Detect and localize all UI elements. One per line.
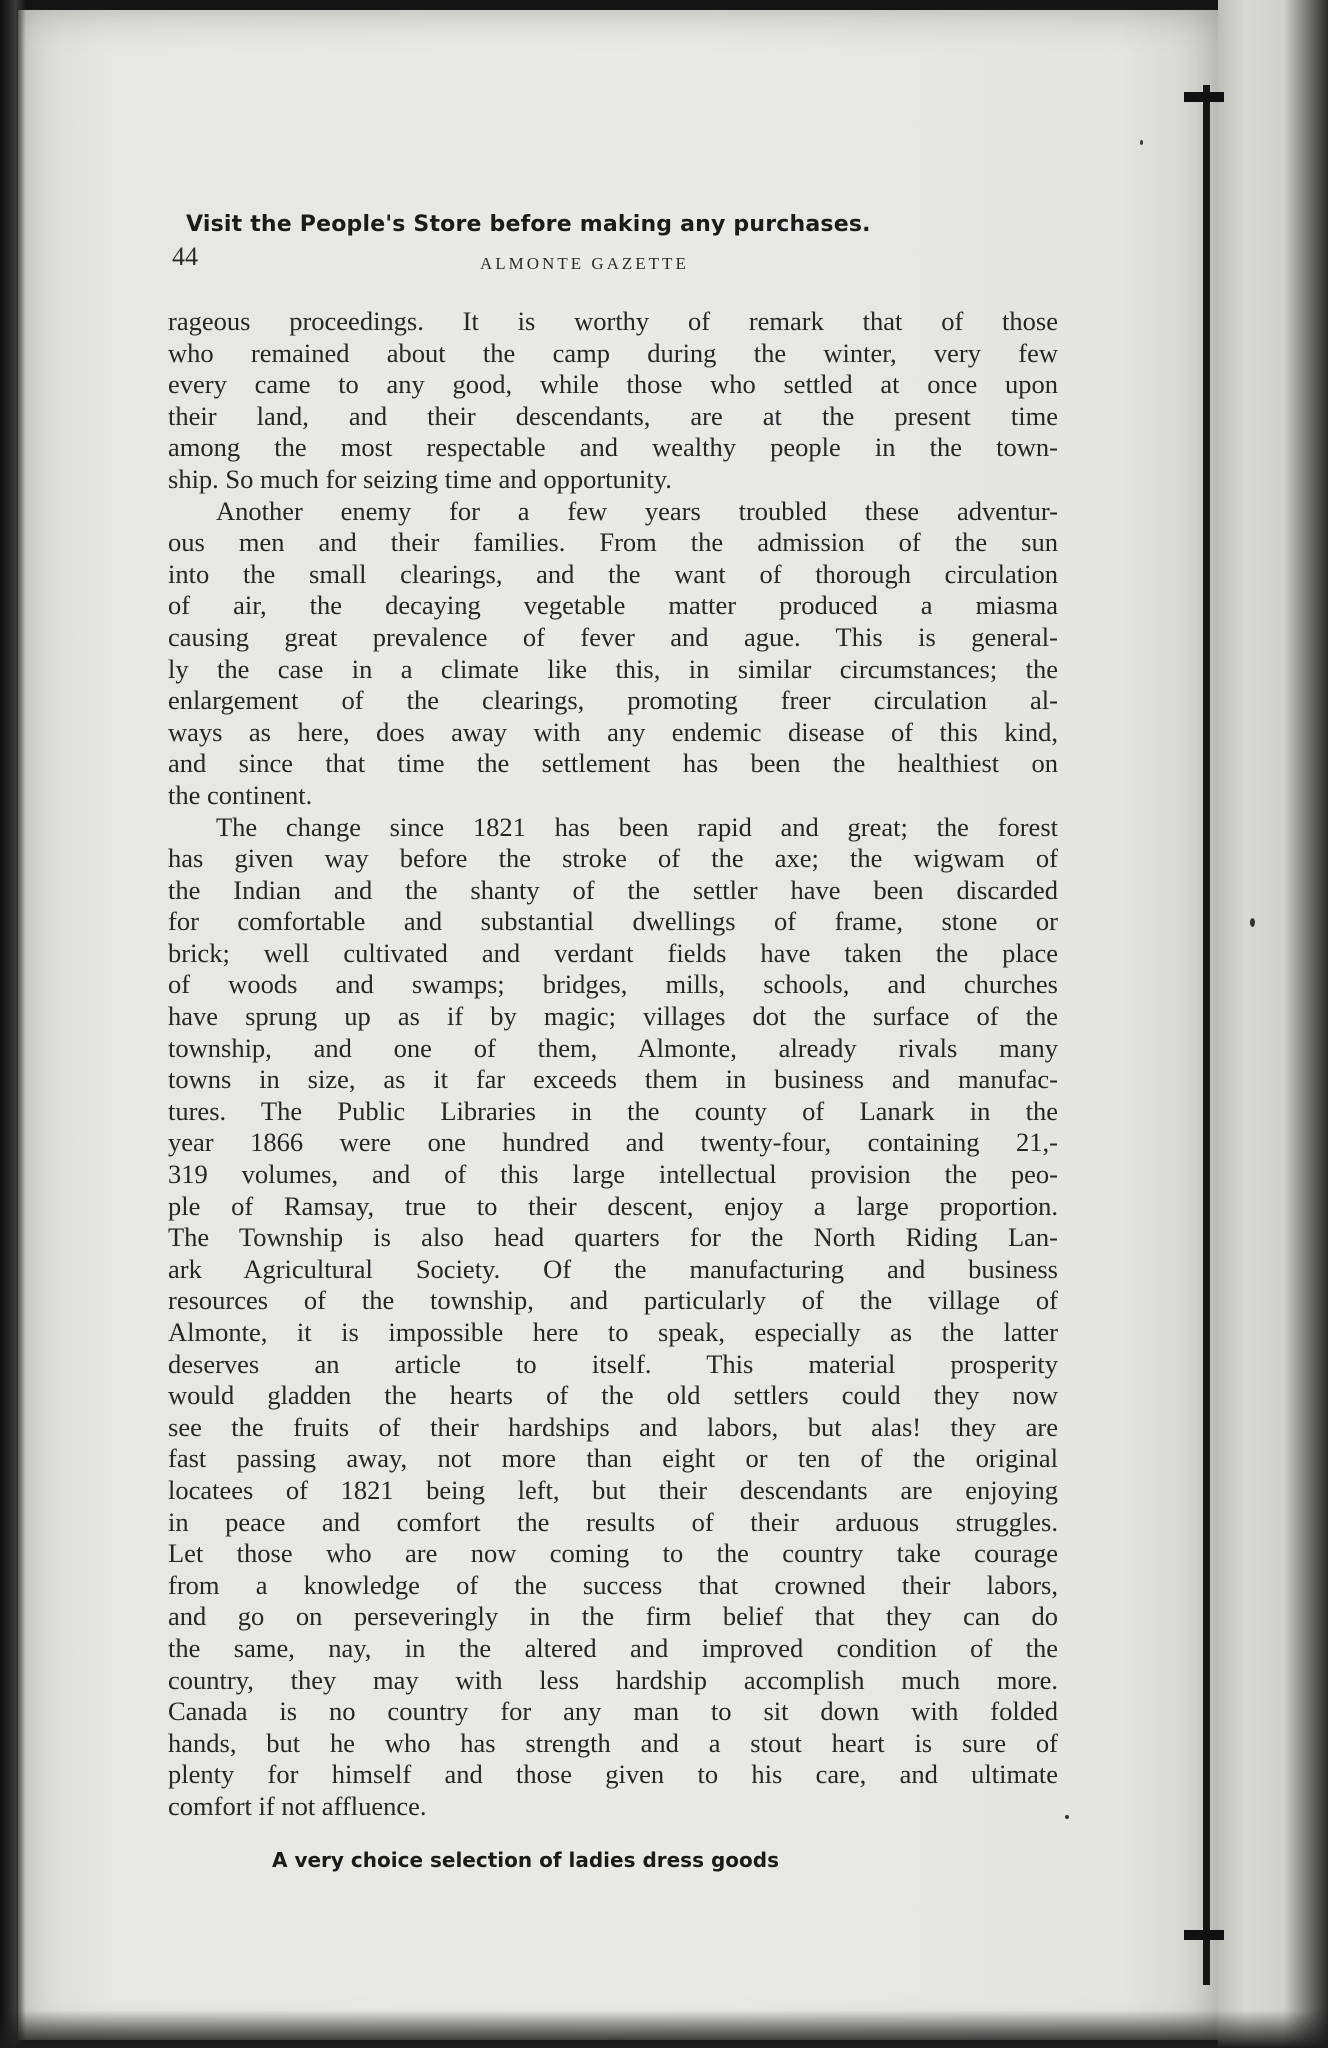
text-line: country, they may with less hardship accomplish much more. xyxy=(168,1664,1058,1695)
text-line: ship. So much for seizing time and opportunity. xyxy=(168,463,672,494)
text-line: who remained about the camp during the winter, very few xyxy=(168,337,1058,368)
ink-speck xyxy=(1065,1815,1069,1819)
page-number: 44 xyxy=(172,242,198,271)
text-line: their land, and their descendants, are at the present time xyxy=(168,400,1058,431)
text-line: ly the case in a climate like this, in similar circumstances; the xyxy=(168,653,1058,684)
left-edge-shadow xyxy=(0,0,26,2048)
text-line: see the fruits of their hardships and labors, but alas! they are xyxy=(168,1411,1058,1442)
text-line: ple of Ramsay, true to their descent, enjoy a large proportion. xyxy=(168,1190,1058,1221)
text-line: year 1866 were one hundred and twenty-four, containing 21,- xyxy=(168,1127,1058,1158)
text-line: causing great prevalence of fever and ague. This is general- xyxy=(168,621,1058,652)
binding-fold-line xyxy=(1203,85,1210,1985)
text-line: rageous proceedings. It is worthy of remark that of those xyxy=(168,306,1058,336)
text-line: township, and one of them, Almonte, already rivals many xyxy=(168,1032,1058,1063)
text-line: the Indian and the shanty of the settler have been discarded xyxy=(168,874,1058,905)
binding-clip-bottom xyxy=(1184,1930,1224,1940)
text-line: of air, the decaying vegetable matter produced a miasma xyxy=(168,590,1058,621)
text-line: deserves an article to itself. This material prosperity xyxy=(168,1348,1058,1379)
text-line: Canada is no country for any man to sit down with folded xyxy=(168,1696,1058,1727)
text-line: in peace and comfort the results of their arduous struggles. xyxy=(168,1506,1058,1537)
bottom-edge-shadow xyxy=(0,2010,1328,2048)
text-line: Let those who are now coming to the country take courage xyxy=(168,1538,1058,1569)
text-line: the continent. xyxy=(168,779,313,810)
text-line: for comfortable and substantial dwellings of frame, stone or xyxy=(168,906,1058,937)
text-line: enlargement of the clearings, promoting freer circulation al- xyxy=(168,685,1058,716)
text-line: Another enemy for a few years troubled these adventur- xyxy=(216,495,1058,526)
text-line: every came to any good, while those who settled at once upon xyxy=(168,369,1058,400)
text-line: hands, but he who has strength and a stout heart is sure of xyxy=(168,1727,1058,1758)
text-line: 319 volumes, and of this large intellectual provision the peo- xyxy=(168,1159,1058,1190)
advertisement-top: Visit the People's Store before making any purchases. xyxy=(186,212,871,237)
text-line: ous men and their families. From the admission of the sun xyxy=(168,527,1058,558)
text-line: of woods and swamps; bridges, mills, schools, and churches xyxy=(168,969,1058,1000)
advertisement-bottom: A very choice selection of ladies dress goods xyxy=(272,1848,779,1872)
text-line: Almonte, it is impossible here to speak, especially as the latter xyxy=(168,1317,1058,1347)
ink-speck xyxy=(1250,918,1255,927)
text-line: fast passing away, not more than eight or ten of the original xyxy=(168,1443,1058,1474)
text-line: has given way before the stroke of the axe; the wigwam of xyxy=(168,843,1058,874)
text-line: into the small clearings, and the want of thorough circulation xyxy=(168,558,1058,589)
text-line: among the most respectable and wealthy people in the town- xyxy=(168,432,1058,463)
text-line: from a knowledge of the success that crowned their labors, xyxy=(168,1569,1058,1600)
text-line: The change since 1821 has been rapid and great; the forest xyxy=(216,811,1058,842)
text-line: have sprung up as if by magic; villages dot the surface of the xyxy=(168,1001,1058,1032)
text-line: would gladden the hearts of the old settlers could they now xyxy=(168,1380,1058,1411)
text-line: locatees of 1821 being left, but their descendants are enjoying xyxy=(168,1474,1058,1505)
text-line: towns in size, as it far exceeds them in business and manufac- xyxy=(168,1064,1058,1095)
text-line: and go on perseveringly in the firm belief that they can do xyxy=(168,1601,1058,1632)
running-head: ALMONTE GAZETTE xyxy=(480,254,689,273)
text-line: tures. The Public Libraries in the county of Lanark in the xyxy=(168,1095,1058,1126)
body-text xyxy=(168,306,1058,1823)
text-line: the same, nay, in the altered and improved condition of the xyxy=(168,1632,1058,1663)
text-line: The Township is also head quarters for the North Riding Lan- xyxy=(168,1222,1058,1253)
text-line: ark Agricultural Society. Of the manufacturing and business xyxy=(168,1253,1058,1284)
text-line: ways as here, does away with any endemic disease of this kind, xyxy=(168,716,1058,747)
text-line: and since that time the settlement has been the healthiest on xyxy=(168,748,1058,779)
text-line: comfort if not affluence. xyxy=(168,1790,427,1821)
text-line: resources of the township, and particularly of the village of xyxy=(168,1285,1058,1316)
text-line: plenty for himself and those given to his care, and ultimate xyxy=(168,1759,1058,1790)
page-right-edge xyxy=(1218,0,1328,2048)
text-line: brick; well cultivated and verdant fields have taken the place xyxy=(168,937,1058,968)
binding-clip-top xyxy=(1184,92,1224,102)
ink-speck xyxy=(1140,140,1143,145)
